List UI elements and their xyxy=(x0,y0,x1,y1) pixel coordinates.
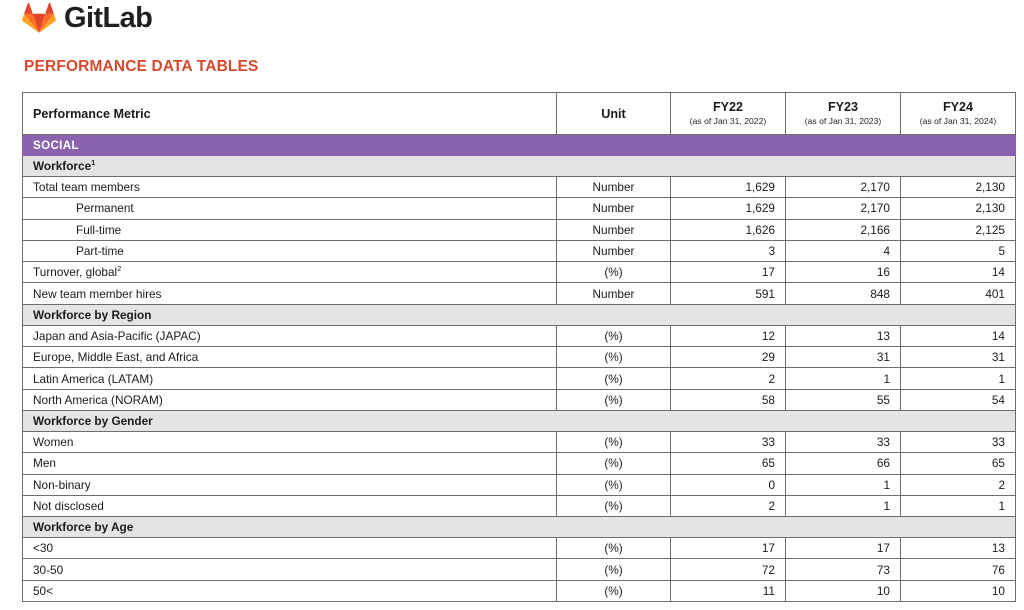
row-unit-value: (%) xyxy=(557,538,671,559)
column-header-year-label: FY22 xyxy=(712,99,744,114)
column-header-year-label: FY24 xyxy=(942,99,974,114)
row-metric-label: Permanent xyxy=(23,198,557,219)
performance-data-table xyxy=(22,92,1016,602)
table-row xyxy=(23,453,1016,474)
row-value-fy23: 66 xyxy=(786,453,901,474)
row-metric-label: Women xyxy=(23,431,557,452)
row-metric-label: Non-binary xyxy=(23,474,557,495)
row-metric-label: Total team members xyxy=(23,177,557,198)
row-unit-value: (%) xyxy=(557,431,671,452)
row-metric-label: Europe, Middle East, and Africa xyxy=(23,347,557,368)
section-band-social xyxy=(23,135,1016,156)
table-row xyxy=(23,368,1016,389)
row-value-fy23: 4 xyxy=(786,240,901,261)
row-value-fy22: 72 xyxy=(671,559,786,580)
row-value-fy23: 2,170 xyxy=(786,198,901,219)
row-value-fy22: 0 xyxy=(671,474,786,495)
table-row xyxy=(23,389,1016,410)
row-value-fy24: 2,130 xyxy=(901,177,1016,198)
section-header-row xyxy=(23,304,1016,325)
section-header-label: Workforce by Gender xyxy=(23,410,1016,431)
row-value-fy24: 5 xyxy=(901,240,1016,261)
section-header-label: Workforce$^1$ xyxy=(23,156,1016,177)
row-metric-label: Latin America (LATAM) xyxy=(23,368,557,389)
row-value-fy22: 3 xyxy=(671,240,786,261)
table-row xyxy=(23,538,1016,559)
row-value-fy24: 76 xyxy=(901,559,1016,580)
table-row xyxy=(23,262,1016,283)
section-band-label: SOCIAL xyxy=(23,135,1016,156)
row-value-fy22: 58 xyxy=(671,389,786,410)
row-unit-value: Number xyxy=(557,198,671,219)
row-value-fy23: 10 xyxy=(786,580,901,601)
row-value-fy24: 2,125 xyxy=(901,219,1016,240)
row-value-fy24: 10 xyxy=(901,580,1016,601)
row-value-fy23: 31 xyxy=(786,347,901,368)
row-unit-value: (%) xyxy=(557,474,671,495)
gitlab-tanuki-icon xyxy=(22,2,56,34)
column-header-fy23 xyxy=(786,93,901,135)
row-value-fy24: 2 xyxy=(901,474,1016,495)
row-value-fy22: 17 xyxy=(671,262,786,283)
row-unit-value: (%) xyxy=(557,368,671,389)
row-value-fy22: 1,626 xyxy=(671,219,786,240)
table-header-row xyxy=(23,93,1016,135)
row-metric-label: North America (NORAM) xyxy=(23,389,557,410)
section-header-row xyxy=(23,410,1016,431)
row-value-fy24: 14 xyxy=(901,325,1016,346)
row-value-fy24: 13 xyxy=(901,538,1016,559)
row-value-fy22: 11 xyxy=(671,580,786,601)
table-row xyxy=(23,198,1016,219)
row-value-fy22: 2 xyxy=(671,495,786,516)
row-value-fy22: 591 xyxy=(671,283,786,304)
row-value-fy24: 1 xyxy=(901,368,1016,389)
row-value-fy23: 17 xyxy=(786,538,901,559)
section-header-label: Workforce by Region xyxy=(23,304,1016,325)
performance-data-table-container xyxy=(22,92,1015,602)
gitlab-brand xyxy=(22,2,152,34)
row-value-fy23: 13 xyxy=(786,325,901,346)
row-value-fy22: 1,629 xyxy=(671,177,786,198)
row-value-fy24: 14 xyxy=(901,262,1016,283)
row-value-fy24: 2,130 xyxy=(901,198,1016,219)
page-title: PERFORMANCE DATA TABLES xyxy=(24,58,259,75)
column-header-year-label: FY23 xyxy=(827,99,859,114)
row-unit-value: (%) xyxy=(557,495,671,516)
row-value-fy22: 29 xyxy=(671,347,786,368)
column-header-metric: Performance Metric xyxy=(23,93,557,135)
gitlab-wordmark: GitLab xyxy=(64,1,153,34)
row-unit-value: (%) xyxy=(557,347,671,368)
row-unit-value: Number xyxy=(557,240,671,261)
column-header-unit: Unit xyxy=(557,93,671,135)
row-metric-label: Part-time xyxy=(23,240,557,261)
row-value-fy23: 1 xyxy=(786,368,901,389)
row-metric-label: Turnover, global$^2$ xyxy=(23,262,557,283)
table-row xyxy=(23,219,1016,240)
row-value-fy23: 73 xyxy=(786,559,901,580)
footnote-marker: 2 xyxy=(117,264,122,274)
table-row xyxy=(23,325,1016,346)
section-header-row xyxy=(23,156,1016,177)
row-value-fy23: 16 xyxy=(786,262,901,283)
row-value-fy22: 33 xyxy=(671,431,786,452)
row-value-fy22: 17 xyxy=(671,538,786,559)
table-body xyxy=(23,93,1016,602)
row-metric-label: Full-time xyxy=(23,219,557,240)
row-value-fy22: 12 xyxy=(671,325,786,346)
row-value-fy22: 1,629 xyxy=(671,198,786,219)
row-value-fy23: 2,170 xyxy=(786,177,901,198)
row-value-fy23: 848 xyxy=(786,283,901,304)
row-value-fy24: 31 xyxy=(901,347,1016,368)
table-row xyxy=(23,559,1016,580)
row-value-fy24: 401 xyxy=(901,283,1016,304)
row-metric-label: 30-50 xyxy=(23,559,557,580)
row-metric-label: Men xyxy=(23,453,557,474)
row-value-fy23: 2,166 xyxy=(786,219,901,240)
column-header-asof-label: (as of Jan 31, 2024) xyxy=(919,116,997,127)
table-row xyxy=(23,474,1016,495)
table-row xyxy=(23,347,1016,368)
row-value-fy22: 65 xyxy=(671,453,786,474)
row-value-fy24: 1 xyxy=(901,495,1016,516)
row-unit-value: Number xyxy=(557,177,671,198)
row-unit-value: (%) xyxy=(557,262,671,283)
row-value-fy22: 2 xyxy=(671,368,786,389)
column-header-fy24 xyxy=(901,93,1016,135)
table-row xyxy=(23,580,1016,601)
row-value-fy23: 1 xyxy=(786,495,901,516)
row-unit-value: (%) xyxy=(557,559,671,580)
row-value-fy24: 65 xyxy=(901,453,1016,474)
row-metric-label: Not disclosed xyxy=(23,495,557,516)
section-header-row xyxy=(23,517,1016,538)
row-unit-value: (%) xyxy=(557,325,671,346)
column-header-fy22 xyxy=(671,93,786,135)
row-metric-label: <30 xyxy=(23,538,557,559)
row-metric-label: New team member hires xyxy=(23,283,557,304)
table-row xyxy=(23,177,1016,198)
row-unit-value: Number xyxy=(557,283,671,304)
table-row xyxy=(23,431,1016,452)
row-value-fy24: 33 xyxy=(901,431,1016,452)
table-row xyxy=(23,240,1016,261)
footnote-marker: 1 xyxy=(91,158,96,168)
table-row xyxy=(23,495,1016,516)
section-header-label: Workforce by Age xyxy=(23,517,1016,538)
column-header-asof-label: (as of Jan 31, 2023) xyxy=(804,116,882,127)
row-unit-value: Number xyxy=(557,219,671,240)
row-value-fy23: 33 xyxy=(786,431,901,452)
table-row xyxy=(23,283,1016,304)
row-value-fy24: 54 xyxy=(901,389,1016,410)
column-header-asof-label: (as of Jan 31, 2022) xyxy=(689,116,767,127)
row-unit-value: (%) xyxy=(557,389,671,410)
row-value-fy23: 1 xyxy=(786,474,901,495)
row-value-fy23: 55 xyxy=(786,389,901,410)
row-metric-label: Japan and Asia-Pacific (JAPAC) xyxy=(23,325,557,346)
row-unit-value: (%) xyxy=(557,580,671,601)
row-metric-label: 50< xyxy=(23,580,557,601)
row-unit-value: (%) xyxy=(557,453,671,474)
